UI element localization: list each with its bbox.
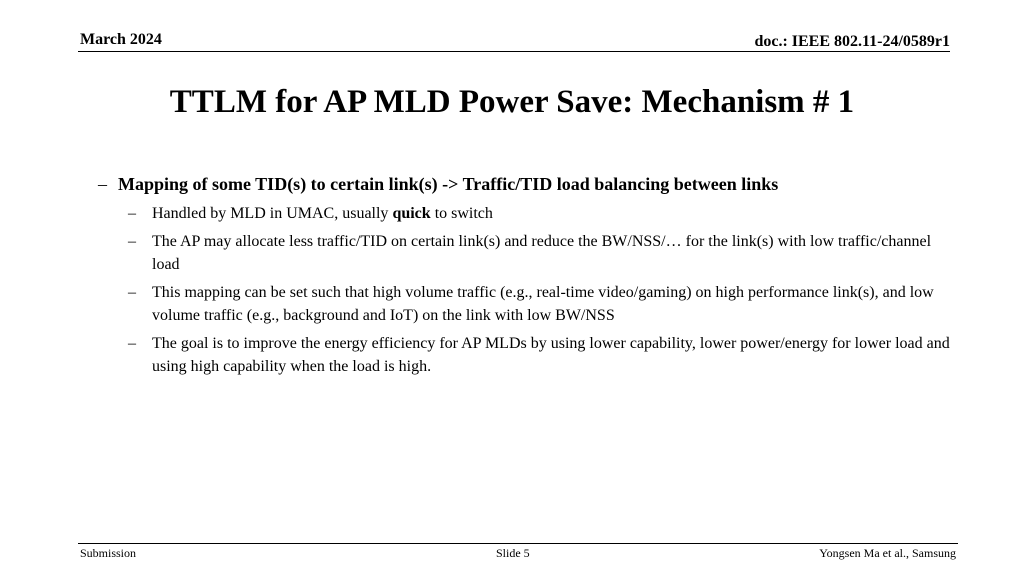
bullet-dash: – bbox=[128, 205, 136, 222]
header-divider bbox=[78, 51, 950, 52]
bullet-dash: – bbox=[128, 284, 136, 301]
bullet-dash: – bbox=[128, 335, 136, 352]
footer-author: Yongsen Ma et al., Samsung bbox=[819, 546, 956, 560]
slide-content bbox=[98, 172, 958, 383]
bullet-dash: – bbox=[98, 174, 107, 194]
sub-bullet-1 bbox=[128, 202, 952, 225]
footer-divider bbox=[78, 543, 958, 544]
footer-slide-number: Slide 5 bbox=[496, 546, 530, 560]
sub-bullet-1-text-a: Handled by MLD in UMAC, usually bbox=[152, 205, 393, 222]
sub-bullet-2 bbox=[128, 230, 952, 276]
bullet-main-text: Mapping of some TID(s) to certain link(s) -> Traffic/TID load balancing between links bbox=[118, 174, 779, 194]
bullet-dash: – bbox=[128, 233, 136, 250]
sub-bullet-4 bbox=[128, 332, 952, 378]
sub-bullet-3 bbox=[128, 281, 952, 327]
sub-bullet-1-bold: quick bbox=[392, 205, 431, 222]
header-date: March 2024 bbox=[80, 31, 162, 48]
footer-submission: Submission bbox=[80, 546, 137, 560]
sub-bullet-2-text: The AP may allocate less traffic/TID on certain link(s) and reduce the BW/NSS/… for the link(s) with low traffic/channel load bbox=[152, 233, 932, 273]
bullet-main bbox=[98, 172, 958, 196]
header-doc-id: doc.: IEEE 802.11-24/0589r1 bbox=[754, 33, 950, 50]
sub-bullet-4-text: The goal is to improve the energy efficiency for AP MLDs by using lower capability, lower power/energy for lower load and using high capability when the load is high. bbox=[152, 335, 950, 375]
sub-bullet-1-text-b: to switch bbox=[430, 205, 493, 222]
sub-bullet-3-text: This mapping can be set such that high volume traffic (e.g., real-time video/gaming) on high performance link(s), and low volume traffic (e.g., background and IoT) on the link with low BW/NSS bbox=[152, 284, 934, 324]
slide-title: TTLM for AP MLD Power Save: Mechanism # 1 bbox=[169, 84, 855, 120]
